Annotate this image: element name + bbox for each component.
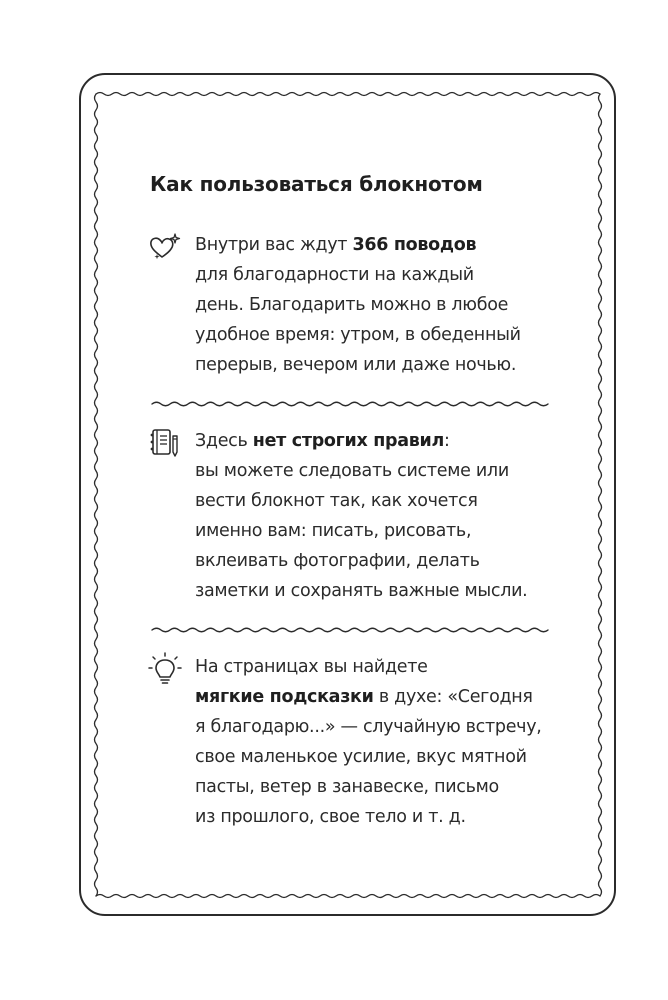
text-line: вклеивать фотографии, делать [195, 551, 480, 571]
page-title: Как пользоваться блокнотом [150, 172, 483, 196]
text-line: вы можете следовать системе или [195, 461, 509, 481]
section-text [195, 230, 521, 380]
text-line: свое маленькое усилие, вкус мятной [195, 747, 527, 767]
text-line: вести блокнот так, как хочется [195, 491, 478, 511]
text-line: заметки и сохранять важные мысли. [195, 581, 528, 601]
text-line: пасты, ветер в занавеске, письмо [195, 777, 499, 797]
text-line: мягкие подсказки в духе: «Сегодня [195, 687, 533, 707]
text-line: именно вам: писать, рисовать, [195, 521, 472, 541]
text-line: для благодарности на каждый [195, 265, 474, 285]
lightbulb-icon [148, 652, 182, 686]
wavy-divider [150, 624, 550, 636]
text-line: перерыв, вечером или даже ночью. [195, 355, 517, 375]
text-line: день. Благодарить можно в любое [195, 295, 509, 315]
heart-sparkle-icon [148, 230, 182, 264]
text-line: из прошлого, свое тело и т. д. [195, 807, 466, 827]
text-line: удобное время: утром, в обеденный [195, 325, 521, 345]
wavy-divider [150, 398, 550, 410]
notebook-pencil-icon [148, 426, 182, 460]
text-line: я благодарю...» — случайную встречу, [195, 717, 542, 737]
section-text [195, 652, 542, 832]
text-line: На страницах вы найдете [195, 657, 428, 677]
text-line: Внутри вас ждут 366 поводов [195, 235, 477, 255]
section-text [195, 426, 527, 606]
text-line: Здесь нет строгих правил: [195, 431, 450, 451]
